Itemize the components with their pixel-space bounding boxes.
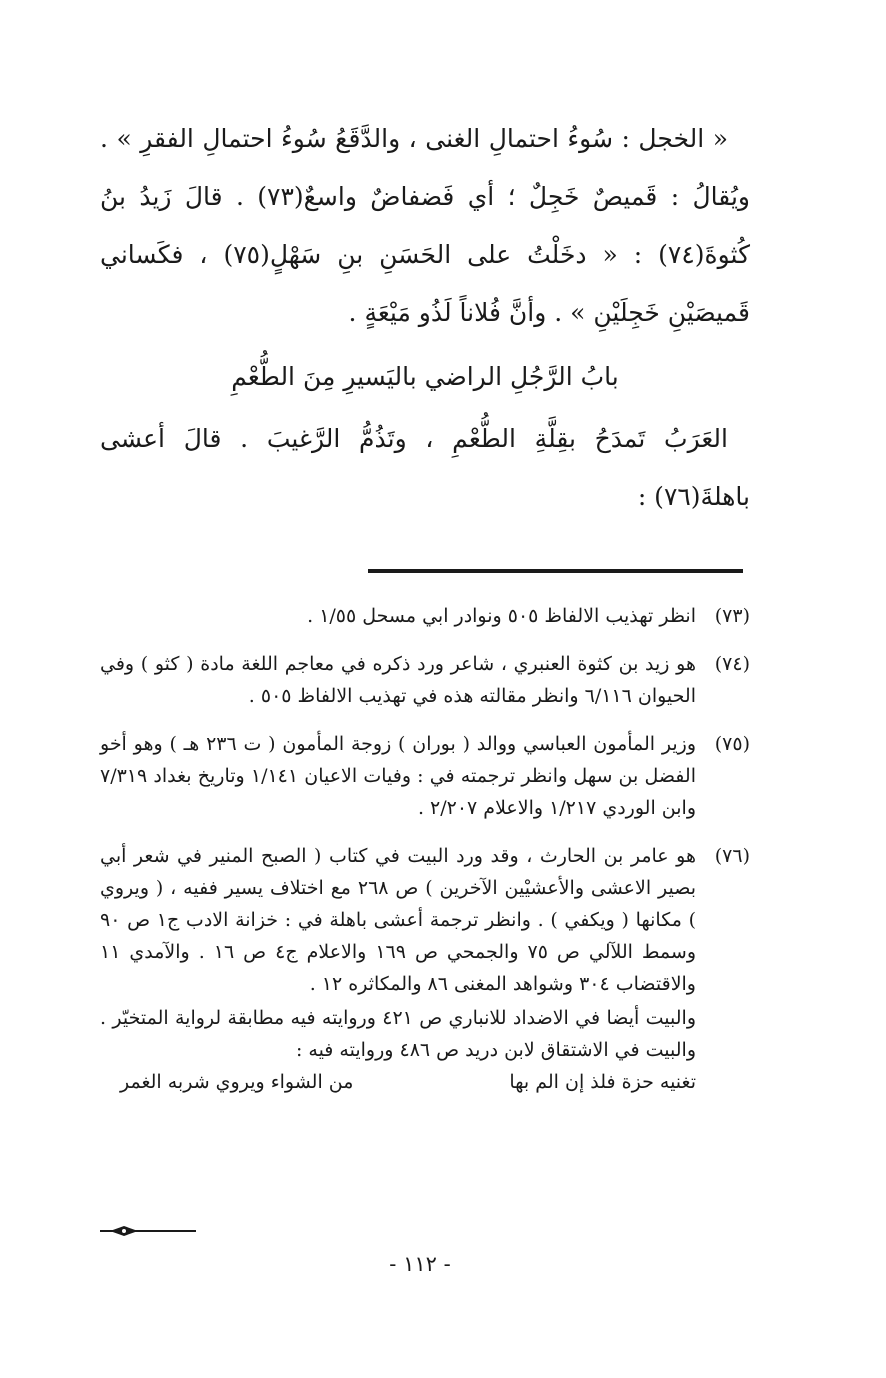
- footnote-body: [100, 728, 696, 824]
- footnote-73: [100, 600, 750, 632]
- footnote-text: هو عامر بن الحارث ، وقد ورد البيت في كتاب ( الصبح المنير في شعر أبي بصير الاعشى والأعشيْين الآخرين ) ص ٢٦٨ مع اختلاف يسير ففيه ، ( ويروي ) مكانها ( ويكفي ) . وانظر ترجمة أعشى باهلة في : خزانة الادب ج١ ص ٩٠ وسمط اللآلي ص ٧٥ والجمحي ص ١٦٩ والاعلام ج٤ ص ١٦ . والآمدي ١١ والاقتضاب ٣٠٤ وشواهد المغنى ٨٦ والمكاثره ١٢ .: [100, 845, 696, 995]
- footnote-number: (٧٦): [714, 845, 750, 867]
- page-number: - ١١٢ -: [389, 1252, 451, 1276]
- main-paragraph-1: « الخجل : سُوءُ احتمالِ الغنى ، والدَّقَعُ سُوءُ احتمالِ الفقرِ » . ويُقالُ : قَميصٌ خَجِلٌ ؛ أي فَضفاضٌ واسعٌ(٧٣) . قالَ زَيدُ بنُ كُثوةَ(٧٤) : « دخَلْتُ على الحَسَنِ بنِ سَهْلٍ(٧٥) ، فكَساني قَميصَيْنِ خَجِلَيْنِ » . وأنَّ فُلاناً لَذُو مَيْعَةٍ .: [100, 124, 750, 327]
- footnote-76: [100, 840, 750, 1098]
- verse-second-hemistich: من الشواء ويروي شربه الغمر: [120, 1071, 354, 1093]
- footnote-body: [100, 600, 696, 632]
- footnote-number: (٧٣): [714, 605, 750, 627]
- footnote-body: [100, 648, 696, 712]
- footnote-74: [100, 648, 750, 712]
- footnote-body: [100, 840, 696, 1098]
- footnote-separator: [368, 569, 743, 573]
- footnote-text: هو زيد بن كثوة العنبري ، شاعر ورد ذكره في معاجم اللغة مادة ( كثو ) وفي الحيوان ٦/١١٦ وانظر مقالته هذه في تهذيب الالفاظ ٥٠٥ .: [100, 653, 696, 707]
- main-paragraph-2: العَرَبُ تَمدَحُ بقِلَّةِ الطُّعْمِ ، وتَذُمُّ الرَّغيبَ . قالَ أعشى باهلةَ(٧٦) :: [100, 424, 750, 511]
- verse-first-hemistich: تغنيه حزة فلذ إن الم بها: [509, 1071, 696, 1093]
- poem-verse: [100, 1066, 696, 1098]
- footnote-75: [100, 728, 750, 824]
- main-text: [100, 110, 750, 526]
- ornament-rule: [100, 1225, 196, 1237]
- footnote-number: (٧٤): [714, 653, 750, 675]
- footnote-text: وزير المأمون العباسي ووالد ( بوران ) زوجة المأمون ( ت ٢٣٦ هـ ) وهو أخو الفضل بن سهل وانظر ترجمته في : وفيات الاعيان ١/١٤١ وتاريخ بغداد ٧/٣١٩ وابن الوردي ١/٢١٧ والاعلام ٢/٢٠٧ .: [100, 733, 697, 819]
- footnote-text: انظر تهذيب الالفاظ ٥٠٥ ونوادر ابي مسحل ١/٥٥ .: [307, 605, 696, 627]
- footnote-text: والبيت أيضا في الاضداد للانباري ص ٤٢١ وروايته فيه مطابقة لرواية المتخيّر . والبيت في الاشتقاق لابن دريد ص ٤٨٦ وروايته فيه :: [100, 1007, 696, 1061]
- footnotes: [100, 600, 750, 1114]
- footnote-number: (٧٥): [714, 733, 750, 755]
- section-heading: بابُ الرَّجُلِ الراضي باليَسيرِ مِنَ الطُّعْمِ: [231, 362, 619, 391]
